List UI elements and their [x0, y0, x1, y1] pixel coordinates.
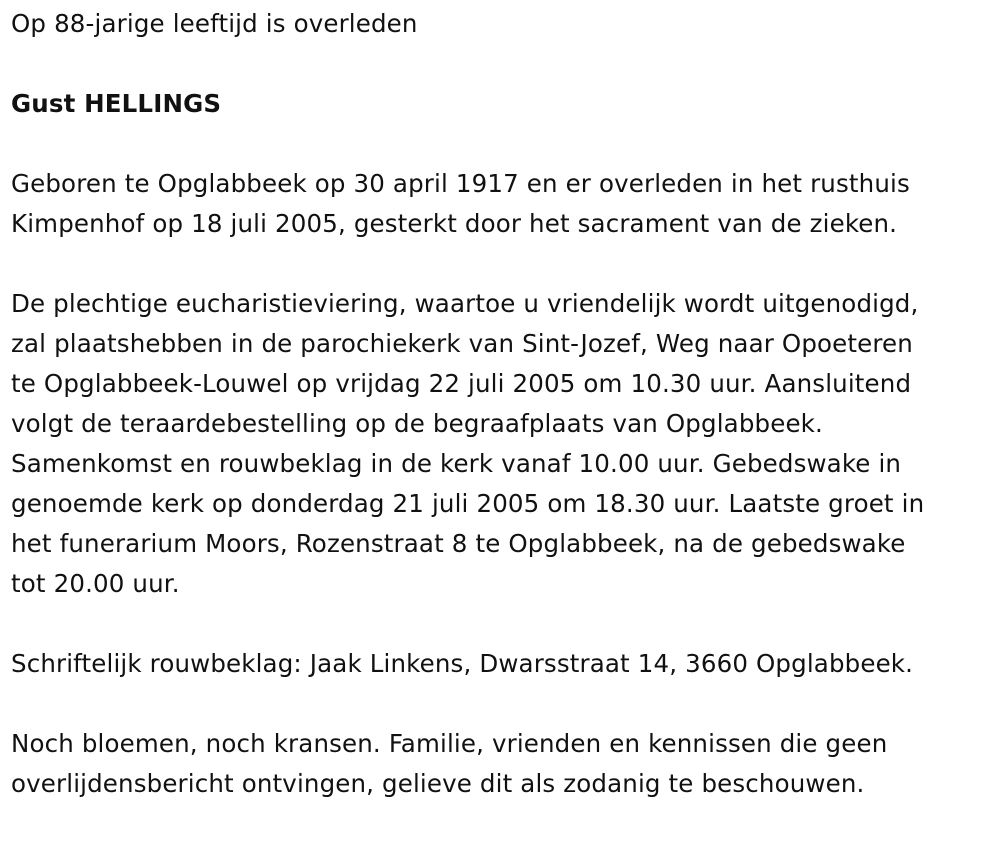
- obituary-notice: [11, 4, 993, 844]
- intro-line: [11, 4, 993, 44]
- paragraph-line: Kimpenhof op 18 juli 2005, gesterkt door het sacrament van de zieken.: [11, 209, 898, 238]
- closing-paragraph: [11, 724, 993, 804]
- deceased-name: Gust HELLINGS: [11, 89, 222, 118]
- paragraph-line: te Opglabbeek-Louwel op vrijdag 22 juli 2005 om 10.30 uur. Aansluitend: [11, 369, 912, 398]
- deceased-name-block: [11, 84, 993, 124]
- paragraph-line: tot 20.00 uur.: [11, 569, 180, 598]
- paragraph-line: het funerarium Moors, Rozenstraat 8 te Opglabbeek, na de gebedswake: [11, 529, 906, 558]
- paragraph-line: genoemde kerk op donderdag 21 juli 2005 om 18.30 uur. Laatste groet in: [11, 489, 925, 518]
- paragraph-line: Samenkomst en rouwbeklag in de kerk vanaf 10.00 uur. Gebedswake in: [11, 449, 902, 478]
- paragraph-line: overlijdensbericht ontvingen, gelieve dit als zodanig te beschouwen.: [11, 769, 865, 798]
- birth-death-paragraph: [11, 164, 993, 244]
- paragraph-line: volgt de teraardebestelling op de begraafplaats van Opglabbeek.: [11, 409, 823, 438]
- ceremony-paragraph: [11, 284, 993, 604]
- intro-text: Op 88-jarige leeftijd is overleden: [11, 9, 418, 38]
- paragraph-line: Geboren te Opglabbeek op 30 april 1917 en er overleden in het rusthuis: [11, 169, 910, 198]
- condolence-address: Schriftelijk rouwbeklag: Jaak Linkens, Dwarsstraat 14, 3660 Opglabbeek.: [11, 649, 914, 678]
- paragraph-line: De plechtige eucharistieviering, waartoe u vriendelijk wordt uitgenodigd,: [11, 289, 919, 318]
- paragraph-line: zal plaatshebben in de parochiekerk van Sint-Jozef, Weg naar Opoeteren: [11, 329, 913, 358]
- paragraph-line: Noch bloemen, noch kransen. Familie, vrienden en kennissen die geen: [11, 729, 888, 758]
- condolence-address-paragraph: [11, 644, 993, 684]
